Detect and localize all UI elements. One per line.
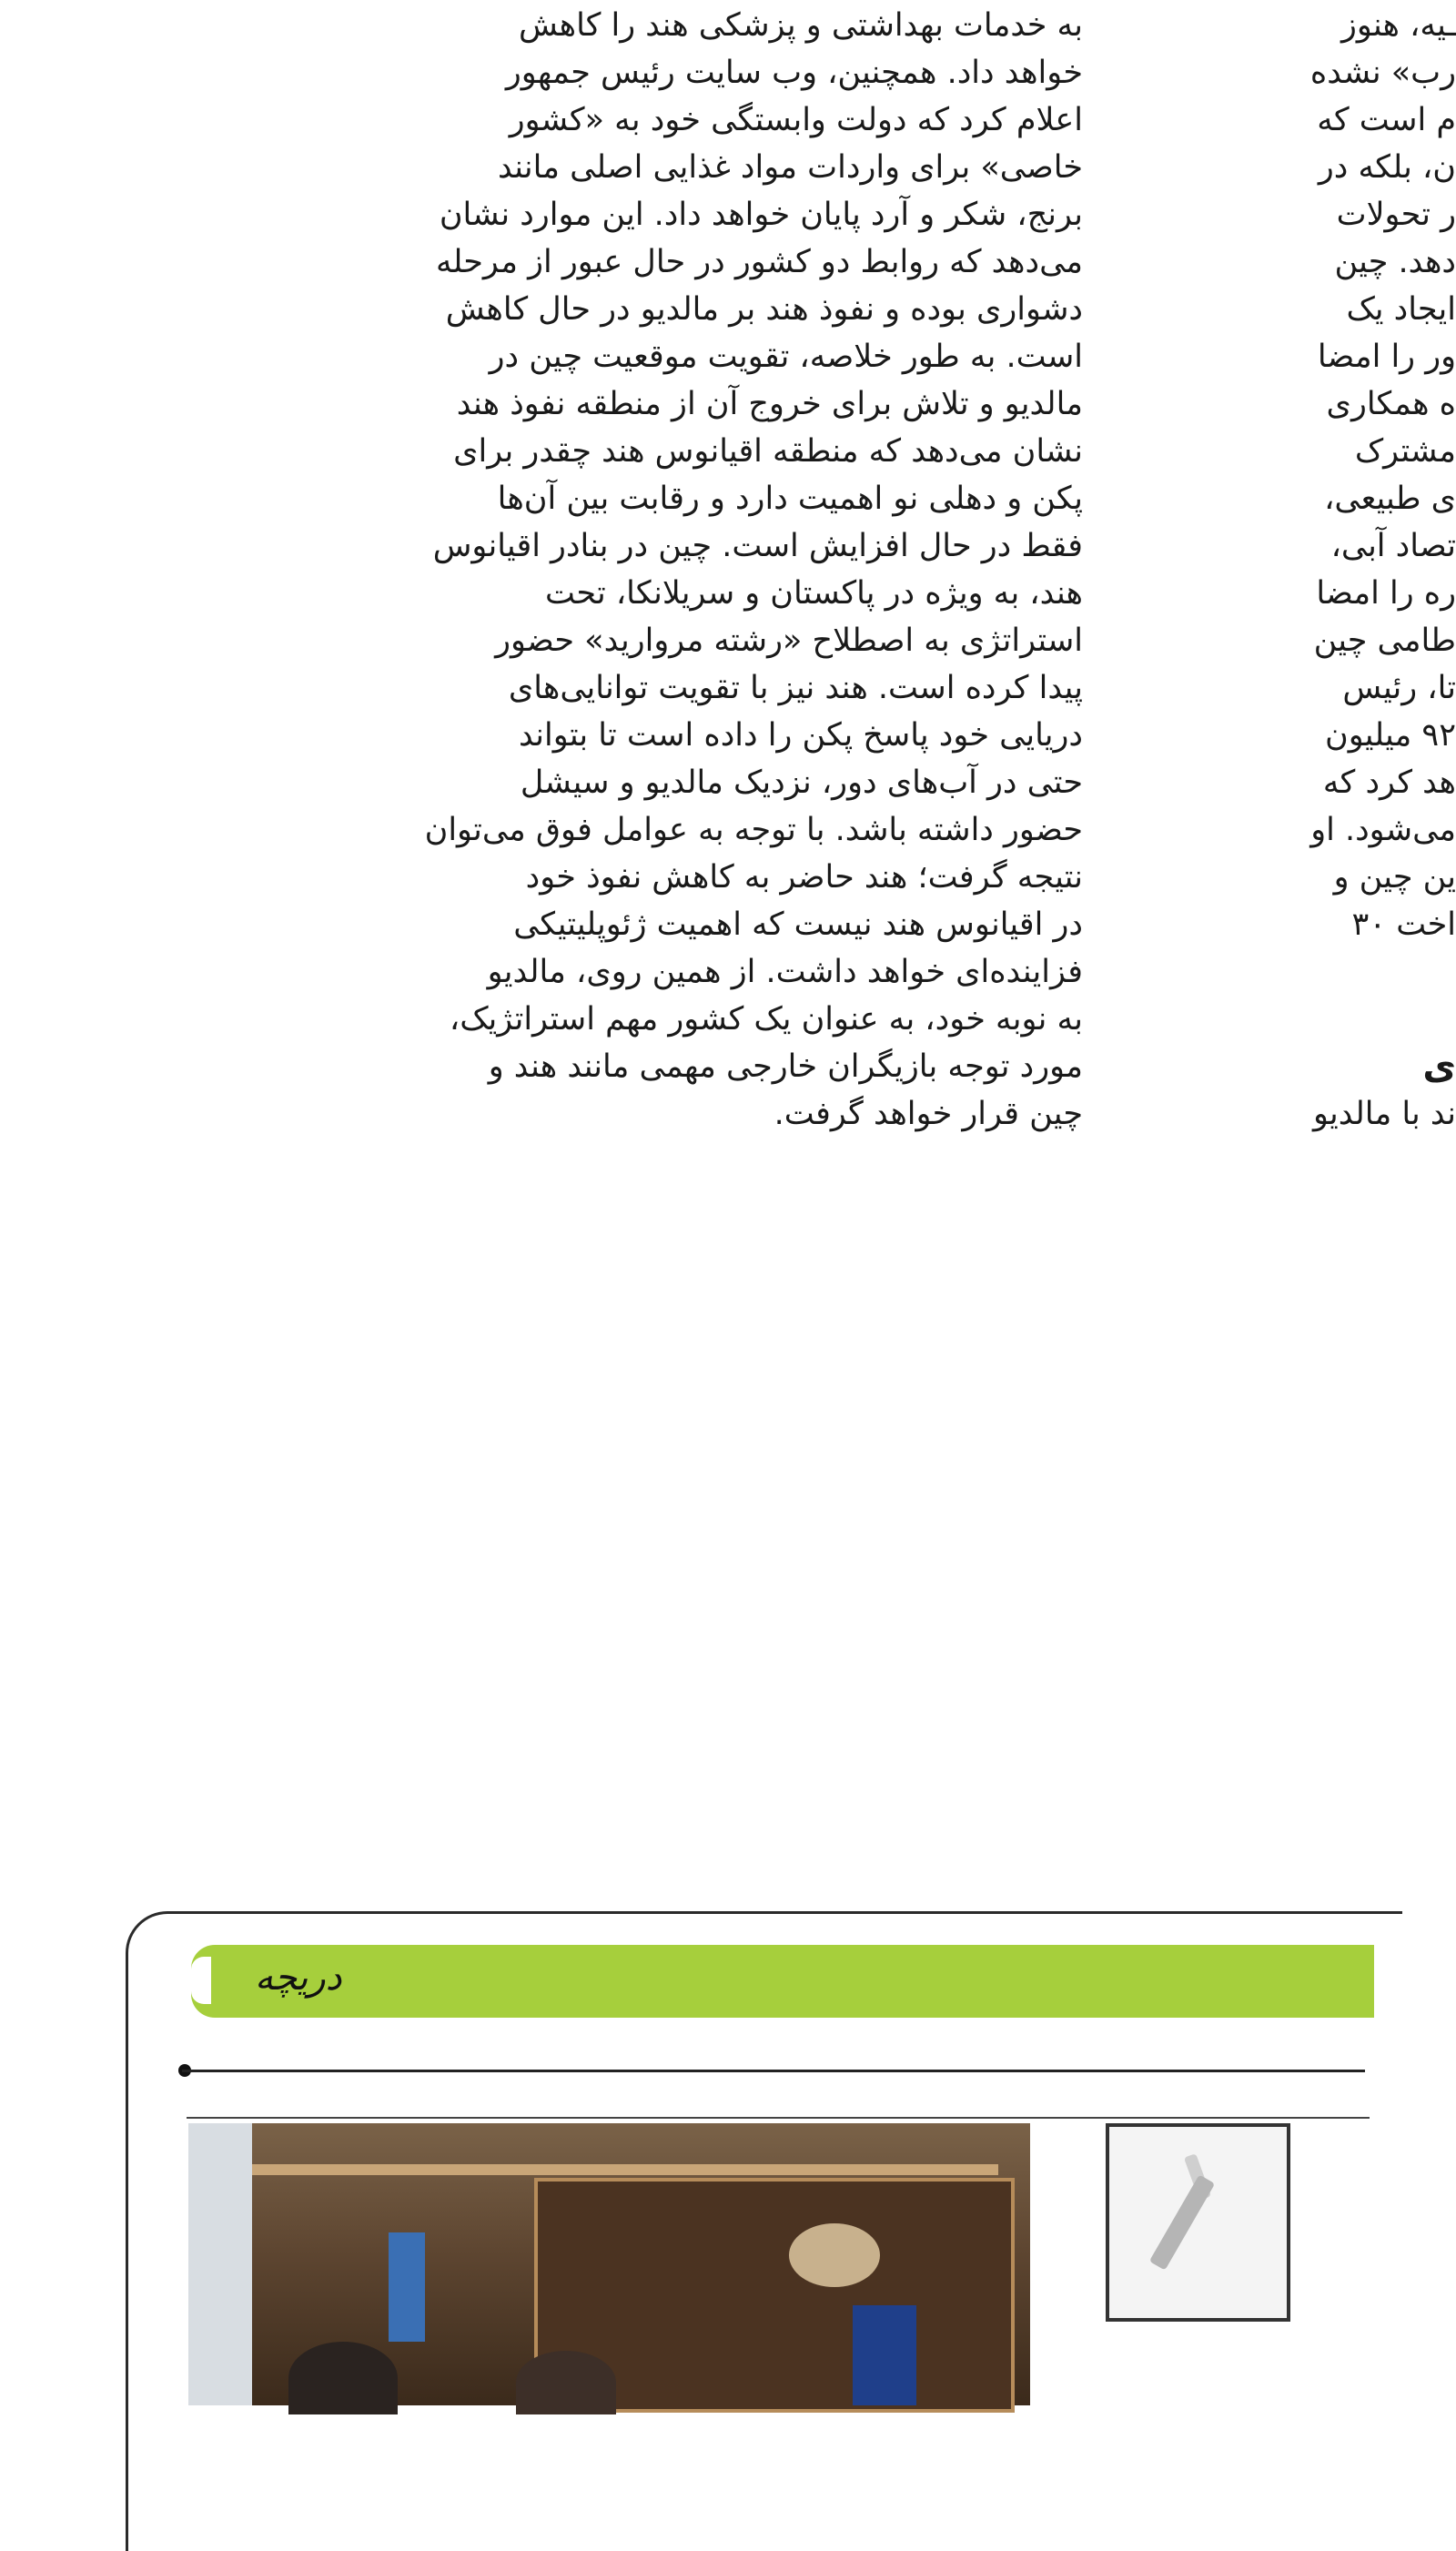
article-line: اعلام کرد که دولت وابستگی خود به «کشور — [509, 102, 1083, 138]
article-line: خاصی» برای واردات مواد غذایی اصلی مانند — [497, 149, 1083, 186]
article-line-fragment: ی — [1422, 1046, 1456, 1088]
article-line-fragment: اخت ۳۰ — [1351, 906, 1456, 943]
photo-plaque — [789, 2223, 880, 2287]
photo-person — [516, 2351, 616, 2414]
photo-flag — [389, 2232, 425, 2342]
article-line-fragment: تصاد آبی، — [1330, 528, 1456, 564]
right-article-column-fragment — [1156, 2, 1456, 1138]
article-line: حضور داشته باشد. با توجه به عوامل فوق می‌توان — [424, 812, 1083, 848]
article-line: فزاینده‌ای خواهد داشت. از همین روی، مالدیو — [487, 954, 1083, 990]
pencil-icon-frame — [1106, 2123, 1290, 2322]
article-line-fragment: مشترک — [1354, 433, 1456, 470]
sidebar-header-bar — [191, 1945, 1374, 2018]
sidebar-header-cap — [191, 1957, 211, 2004]
photo-blue-box — [853, 2305, 916, 2405]
article-line-fragment: ره را امضا — [1316, 575, 1456, 612]
article-line: خواهد داد. همچنین، وب سایت رئیس جمهور — [505, 55, 1083, 91]
article-line-fragment: هد کرد که — [1322, 764, 1456, 801]
article-line-fragment: ی طبیعی، — [1324, 481, 1456, 517]
article-line: دشواری بوده و نفوذ هند بر مالدیو در حال کاهش — [445, 291, 1083, 328]
article-line-fragment: رب» نشده — [1309, 55, 1456, 91]
article-line: دریایی خود پاسخ پکن را داده است تا بتواند — [518, 717, 1083, 754]
article-line: چین قرار خواهد گرفت. — [774, 1096, 1083, 1132]
article-line: مورد توجه بازیگران خارجی مهمی مانند هند و — [488, 1048, 1083, 1085]
article-line-fragment: می‌شود. او — [1310, 812, 1456, 848]
article-line: فقط در حال افزایش است. چین در بنادر اقیانوس — [432, 528, 1083, 564]
sidebar-box-title: دریچه — [255, 1957, 342, 1999]
article-line-fragment: ر تحولات — [1336, 197, 1456, 233]
article-line-fragment: دهد. چین — [1334, 244, 1456, 280]
article-line-fragment: ور را امضا — [1317, 339, 1456, 375]
article-line-fragment: م است که — [1317, 102, 1456, 138]
article-line: مالدیو و تلاش برای خروج آن از منطقه نفوذ هند — [456, 386, 1083, 422]
article-line-fragment: ایجاد یک — [1346, 291, 1456, 328]
article-line: می‌دهد که روابط دو کشور در حال عبور از مرحله — [435, 244, 1083, 280]
article-line: برنج، شکر و آرد پایان خواهد داد. این موارد نشان — [439, 197, 1083, 233]
article-line: هند، به ویژه در پاکستان و سریلانکا، تحت — [545, 575, 1083, 612]
photo-person — [288, 2342, 398, 2414]
article-line: نتیجه گرفت؛ هند حاضر به کاهش نفوذ خود — [525, 859, 1083, 896]
article-line-fragment: ند با مالدیو — [1312, 1096, 1456, 1132]
photo-shelf — [252, 2164, 998, 2175]
photo-window — [188, 2123, 252, 2405]
article-line: نشان می‌دهد که منطقه اقیانوس هند چقدر برای — [453, 433, 1083, 470]
pencil-icon — [1149, 2174, 1215, 2270]
divider-line — [182, 2070, 1365, 2072]
article-line: در اقیانوس هند نیست که اهمیت ژئوپلیتیکی — [513, 906, 1083, 943]
article-line: پکن و دهلی نو اهمیت دارد و رقابت بین آن‌ها — [497, 481, 1083, 517]
article-line: به نوبه خود، به عنوان یک کشور مهم استراتژیک، — [449, 1001, 1083, 1038]
article-line-fragment: ه همکاری — [1326, 386, 1456, 422]
article-line-fragment: ـیه، هنوز — [1340, 7, 1456, 44]
article-line-fragment: تا، رئیس — [1342, 670, 1456, 706]
article-line: است. به طور خلاصه، تقویت موقعیت چین در — [489, 339, 1083, 375]
article-line-fragment: ۹۲ میلیون — [1325, 717, 1456, 754]
article-line: به خدمات بهداشتی و پزشکی هند را کاهش — [519, 7, 1083, 44]
article-line-fragment — [1156, 996, 1456, 1043]
meeting-photo — [188, 2123, 1030, 2405]
article-line-fragment: طامی چین — [1313, 623, 1456, 659]
article-line: حتی در آب‌های دور، نزدیک مالدیو و سیشل — [520, 764, 1083, 801]
article-line-fragment — [1156, 948, 1456, 996]
photo-top-rule — [187, 2117, 1370, 2119]
article-line: پیدا کرده است. هند نیز با تقویت توانایی‌های — [508, 670, 1083, 706]
main-article-column — [146, 2, 1083, 1138]
article-line: استراتژی به اصطلاح «رشته مروارید» حضور — [495, 623, 1083, 659]
article-line-fragment: ین چین و — [1333, 859, 1456, 896]
article-line-fragment: ن، بلکه در — [1318, 149, 1456, 186]
